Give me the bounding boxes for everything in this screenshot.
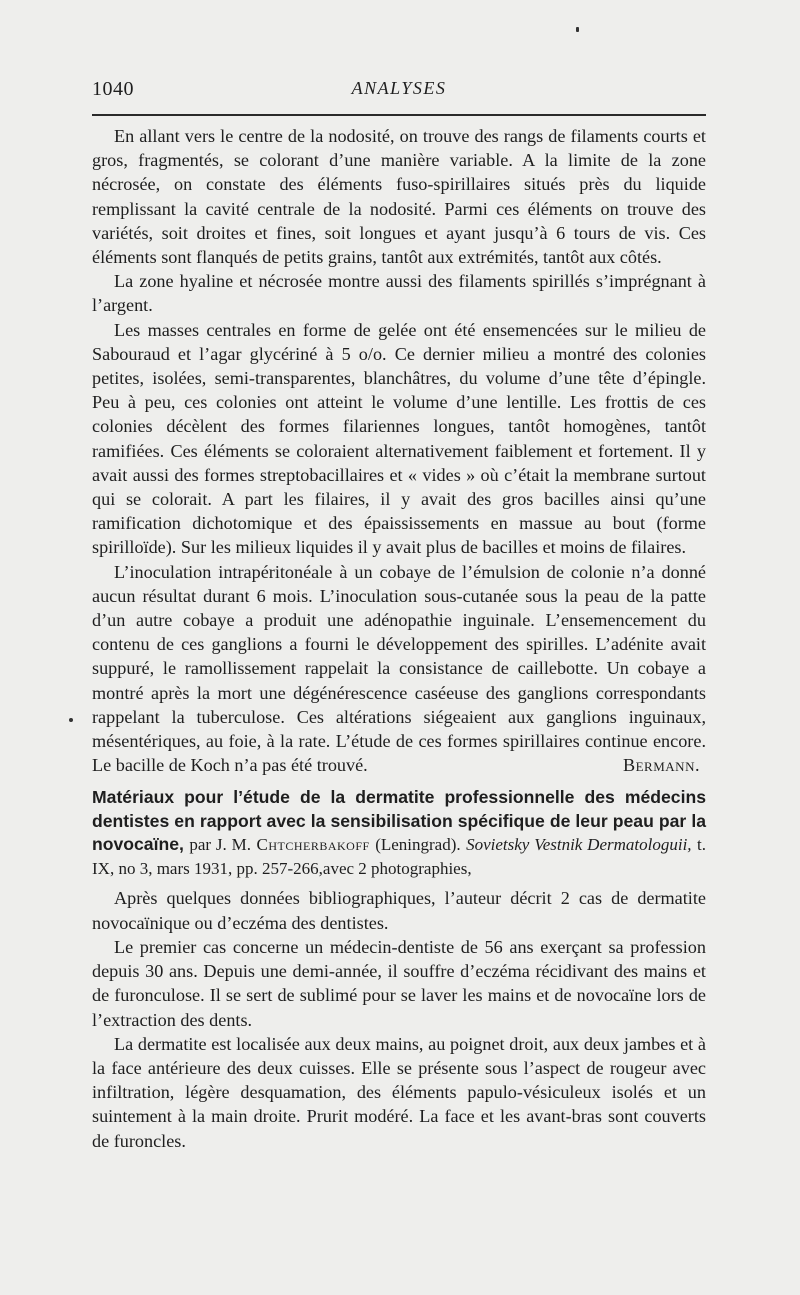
margin-speck [69, 718, 73, 722]
paragraph-text: L’inoculation intrapéritonéale à un cobaye de l’émulsion de colonie n’a donné aucun résultat durant 6 mois. L’inoculation sous-cutanée sous la peau de la patte d’un autre cobaye a produit une adénopathie inguinale. L’ensemencement du contenu de ces ganglions a fourni le développement des spirilles. L’adénite avait suppuré, le ramollissement rappelait la consistance de caillebotte. Un cobaye a montré après la mort une dégénérescence caséeuse des ganglions correspondants rappelant la tuberculose. Ces altérations siégeaient aux ganglions inguinaux, mésentériques, au foie, à la rate. L’étude de ces formes spirillaires continue encore. Le bacille de Koch n’a pas été trouvé. [92, 561, 706, 776]
article-paragraph: Le premier cas concerne un médecin-dentiste de 56 ans exerçant sa profession depuis 30 ans. Depuis une demi-année, il souffre d’eczéma récidivant des mains et de furonculose. Il se sert de sublimé pour se laver les mains et de novocaïne lors de l’extraction des dents. [92, 936, 706, 1030]
citation: t. IX, no 3, mars 1931, pp. 257-266,avec 2 photographies, [92, 835, 707, 878]
running-title: ANALYSES [351, 78, 447, 98]
paragraph: Les masses centrales en forme de gelée ont été ensemencées sur le milieu de Sabouraud et l’agar glycériné à 5 o/o. Ce dernier milieu a montré des colonies petites, isolées, semi-transparentes, blanchâtres, du volume d’une tête d’épingle. Peu à peu, ces colonies ont atteint le volume d’une lentille. Les frottis de ces colonies décèlent des formes filariennes longues, tantôt homogènes, tantôt ramifiées. Ces éléments se coloraient alternativement faiblement et fortement. Il y avait aussi des formes streptobacillaires et « vides » où c’était la membrane surtout qui se colorait. A part les filaires, il y avait des gros bacilles ainsi qu’une ramification dichotomique et des épaississements en massue au bout (forme spirilloïde). Sur les milieux liquides il y avait plus de bacilles et moins de filaires. [92, 319, 706, 558]
header-rule [92, 114, 706, 116]
article-heading [92, 786, 706, 880]
print-speck [576, 27, 579, 32]
paragraph: La zone hyaline et nécrosée montre aussi des filaments spirillés s’imprégnant à l’argent. [92, 271, 706, 316]
article-paragraph: La dermatite est localisée aux deux mains, au poignet droit, aux deux jambes et à la face antérieure des deux cuisses. Elle se présente sous l’aspect de rougeur avec infiltration, légère desquamation, des éléments papulo-vésiculeux isolés et un suintement à la main droite. Prurit modéré. La face et les avant-bras sont couverts de furoncles. [92, 1033, 706, 1151]
signature: Bermann. [622, 755, 700, 776]
page-header [92, 74, 706, 104]
paragraph: En allant vers le centre de la nodosité, on trouve des rangs de filaments courts et gros, fragmentés, se colorant d’une manière variable. A la limite de la zone nécrosée, on constate des éléments fuso-spirillaires situés près du liquide remplissant la cavité centrale de la nodosité. Parmi ces éléments on trouve des variétés, soit droites et fines, soit longues et ayant jusqu’à 6 tours de vis. Ces éléments sont flanqués de petits grains, tantôt aux extrémités, tantôt aux côtés. [92, 126, 706, 268]
author-prefix: par J. M. [189, 835, 252, 855]
paragraph-last [92, 560, 706, 778]
page-body [92, 124, 706, 1153]
article-title: Matériaux pour l’étude de la dermatite professionnelle des médecins dentistes en rapport avec la sensibilisation spécifique de leur peau par la novocaïne, [92, 787, 706, 855]
journal-name: Sovietsky Vestnik Dermatologuii, [466, 835, 692, 855]
author-location: (Leningrad). [375, 835, 461, 855]
page-number: 1040 [92, 78, 134, 100]
article-paragraph: Après quelques données bibliographiques, l’auteur décrit 2 cas de dermatite novocaïnique ou d’eczéma des dentistes. [92, 888, 706, 933]
author-name: Chtcherbakoff [256, 835, 370, 855]
